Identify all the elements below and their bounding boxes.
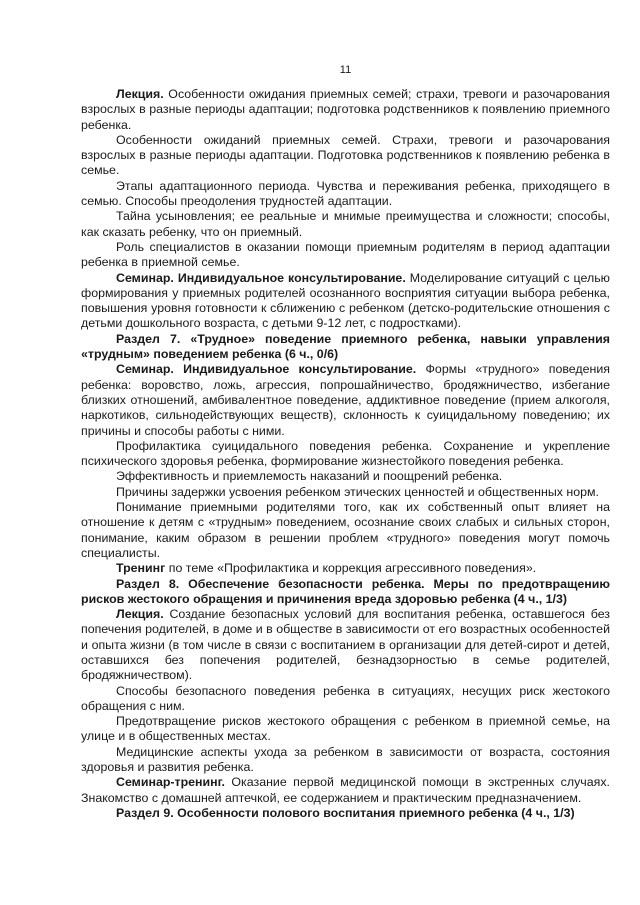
lead-label: Лекция. bbox=[116, 87, 164, 101]
paragraph bbox=[81, 684, 610, 715]
section-heading-9: Раздел 9. Особенности полового воспитания приемного ребенка (4 ч., 1/3) bbox=[116, 805, 575, 820]
lead-label: Семинар-тренинг. bbox=[116, 775, 226, 790]
paragraph bbox=[81, 714, 610, 745]
paragraph bbox=[81, 133, 610, 179]
lead-label: Семинар. Индивидуальное консультирование. bbox=[116, 362, 417, 377]
lead-label: Лекция. bbox=[116, 607, 164, 622]
paragraph-text: Профилактика суицидального поведения ребенка. Сохранение и укрепление психического здоровья ребенка, формирование жизнестойкого поведения ребенка. bbox=[81, 438, 610, 469]
paragraph bbox=[81, 439, 610, 470]
paragraph-text: Причины задержки усвоения ребенком этических ценностей и общественных норм. bbox=[116, 484, 599, 499]
paragraph-text: по теме «Профилактика и коррекция агрессивного поведения». bbox=[165, 561, 537, 576]
paragraph-text: Эффективность и приемлемость наказаний и поощрений ребенка. bbox=[116, 469, 503, 484]
paragraph-text: Оказание первой медицинской помощи в экстренных случаях. Знакомство с домашней аптечкой, ее содержанием и практическим предназначением. bbox=[81, 775, 610, 805]
paragraph-seminar-training bbox=[81, 775, 610, 806]
paragraph-text: Этапы адаптационного периода. Чувства и переживания ребенка, приходящего в семью. Способы преодоления трудностей адаптации. bbox=[81, 178, 610, 209]
paragraph-lecture-safety bbox=[81, 607, 610, 683]
lead-label: Семинар. Индивидуальное консультирование. bbox=[116, 270, 406, 285]
paragraph bbox=[81, 179, 610, 210]
paragraph-text: Создание безопасных условий для воспитания ребенка, оставшегося без попечения родителей, в доме и в обществе в зависимости от его возрастных особенностей и опыта жизни (в том числе в связи с воспитанием в организации для детей-сирот и детей, оставшихся без попечения родителей, безнадзорностью в семье родителей, бродяжничеством). bbox=[81, 607, 610, 683]
paragraph bbox=[81, 500, 610, 561]
paragraph bbox=[81, 469, 610, 484]
lead-label: Тренинг bbox=[116, 561, 166, 576]
paragraph-text: Формы «трудного» поведения ребенка: воровство, ложь, агрессия, попрошайничество, бродяжничество, избегание близких отношений, амбивалентное поведение, аддиктивное поведение (прием алкоголя, наркотиков, сильнодействующих веществ), склонность к суицидальному поведению; их причины и способы работы с ними. bbox=[81, 362, 610, 438]
page-number: 11 bbox=[339, 64, 352, 76]
section-heading-7: Раздел 7. «Трудное» поведение приемного ребенка, навыки управления «трудным» поведением ребенка (6 ч., 0/6) bbox=[81, 331, 610, 362]
paragraph-text: Медицинские аспекты ухода за ребенком в зависимости от возраста, состояния здоровья и развития ребенка. bbox=[81, 744, 610, 775]
paragraph-text: Роль специалистов в оказании помощи приемным родителям в период адаптации ребенка в приемной семье. bbox=[81, 239, 610, 270]
section-heading-8: Раздел 8. Обеспечение безопасности ребенка. Меры по предотвращению рисков жестокого обращения и причинения вреда здоровью ребенка (4 ч., 1/3) bbox=[81, 576, 610, 606]
paragraph-training bbox=[81, 561, 610, 576]
paragraph bbox=[81, 209, 610, 240]
paragraph bbox=[81, 240, 610, 271]
paragraph-text: Тайна усыновления; ее реальные и мнимые преимущества и сложности; способы, как сказать ребенку, что он приемный. bbox=[81, 209, 610, 239]
paragraph bbox=[81, 485, 610, 500]
paragraph-text: Понимание приемными родителями того, как их собственный опыт влияет на отношение к детям с «трудным» поведением, осознание своих слабых и сильных сторон, понимание, каким образом в решении проблем «трудного» поведения могут помочь специалисты. bbox=[81, 500, 610, 560]
paragraph-seminar-difficult-behavior bbox=[81, 362, 610, 438]
paragraph-text: Моделирование ситуаций с целью формирования у приемных родителей осознанного восприятия ситуации выбора ребенка, повышения уровня готовности к сближению с ребенком (детско-родительские отношения с детьми дошкольного возраста, с детьми 9-12 лет, с подростками). bbox=[81, 270, 610, 331]
paragraph-seminar-consulting bbox=[81, 271, 610, 332]
paragraph bbox=[81, 745, 610, 776]
paragraph-text: Особенности ожиданий приемных семей. Страхи, тревоги и разочарования взрослых в разные периоды адаптации. Подготовка родственников к появлению ребенка в семье. bbox=[81, 132, 610, 178]
paragraph-text: Способы безопасного поведения ребенка в ситуациях, несущих риск жестокого обращения с ним. bbox=[81, 683, 610, 713]
paragraph-text: Особенности ожидания приемных семей; страхи, тревоги и разочарования взрослых в разные периоды адаптации; подготовка родственников к появлению приемного ребенка. bbox=[81, 87, 610, 132]
paragraph-text: Предотвращение рисков жестокого обращения с ребенком в приемной семье, на улице и в общественных местах. bbox=[81, 714, 610, 744]
paragraph-lecture-expectations bbox=[81, 87, 610, 133]
